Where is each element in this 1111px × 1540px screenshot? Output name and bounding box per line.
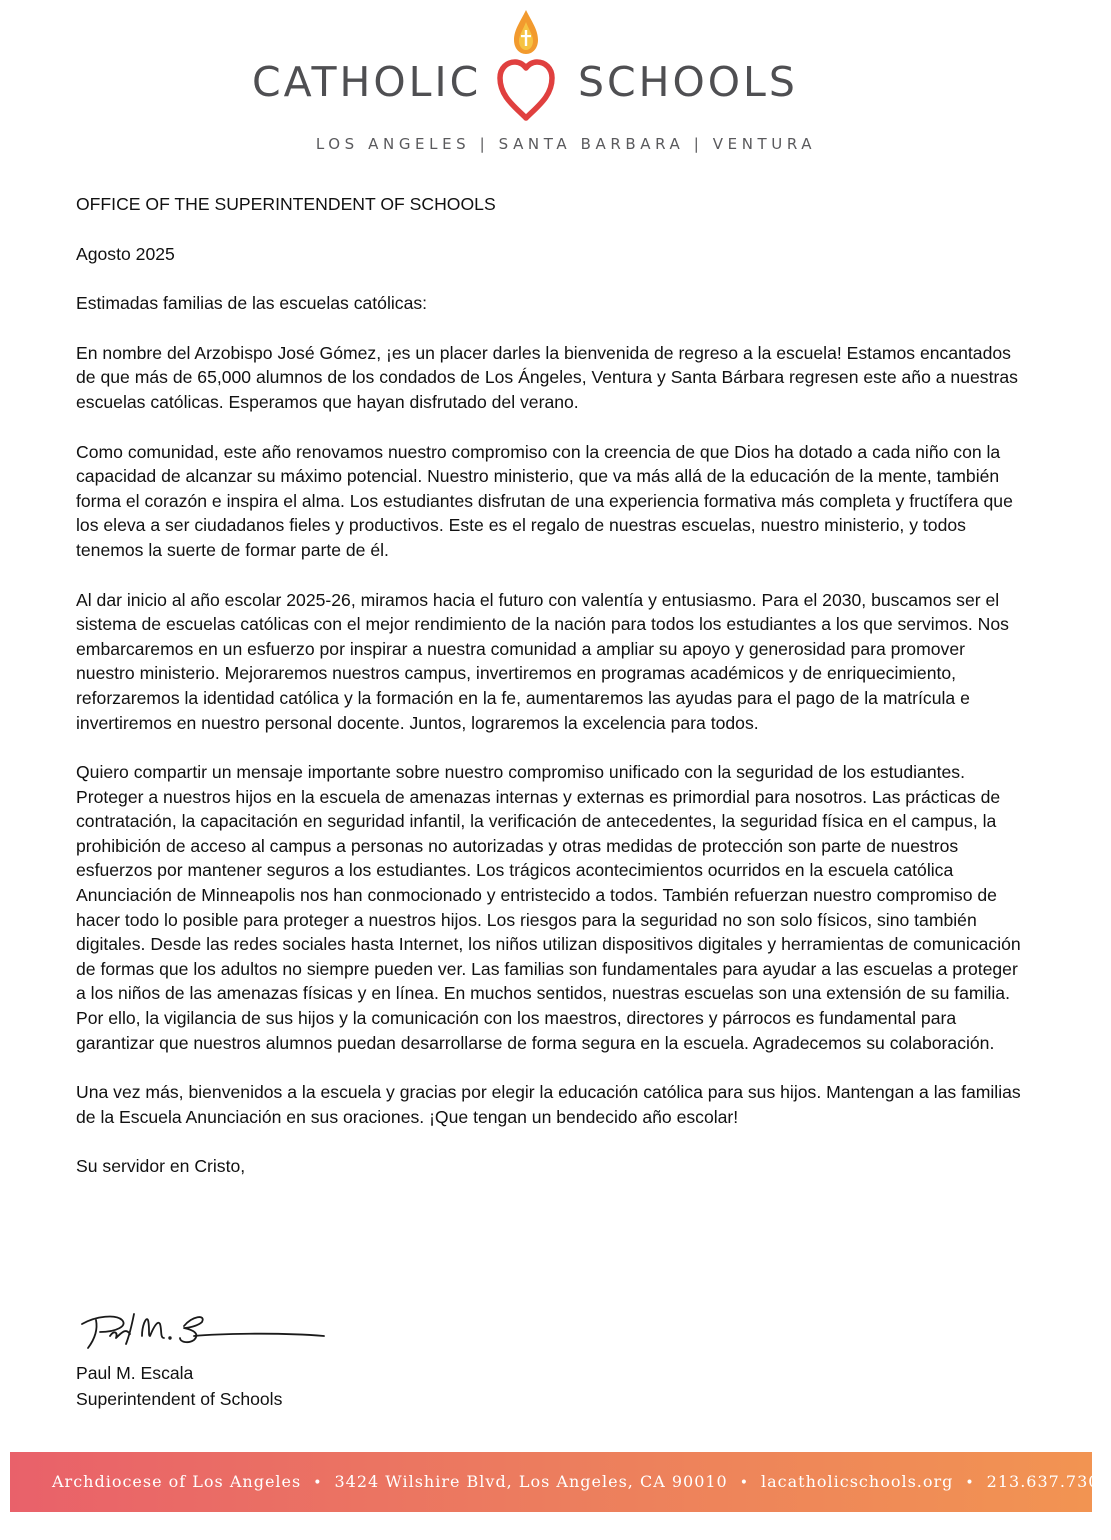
signer-block xyxy=(76,1360,282,1412)
heart-flame-logo-icon xyxy=(494,6,558,124)
footer-separator: • xyxy=(313,1475,323,1491)
signer-title: Superintendent of Schools xyxy=(76,1389,283,1409)
signer-name: Paul M. Escala xyxy=(76,1363,194,1383)
letter-date: Agosto 2025 xyxy=(76,243,175,264)
footer-phone: 213.637.7300 xyxy=(986,1472,1111,1491)
signature-image xyxy=(76,1306,336,1356)
footer-org: Archdiocese of Los Angeles xyxy=(52,1472,302,1491)
footer-address: 3424 Wilshire Blvd, Los Angeles, CA 90010 xyxy=(334,1472,728,1491)
paragraph-school-year: Al dar inicio al año escolar 2025-26, miramos hacia el futuro con valentía y entusiasmo. Para el 2030, buscamos ser el sistema de escuelas católicas con el mejor rendimiento de la nación para todos los estudiantes a los que servimos. Nos embarcaremos en un esfuerzo por inspirar a nuestra comunidad a ampliar su apoyo y generosidad para promover nuestro ministerio. Mejoraremos nuestros campus, invertiremos en programas académicos y de enriquecimiento, reforzaremos la identidad católica y la formación en la fe, aumentaremos las ayudas para el pago de la matrícula e invertiremos en nuestro personal docente. Juntos, lograremos la excelencia para todos. xyxy=(76,589,1009,733)
footer-bar xyxy=(10,1452,1111,1512)
valediction: Su servidor en Cristo, xyxy=(76,1156,246,1177)
logo-regions: LOS ANGELES | SANTA BARBARA | VENTURA xyxy=(315,135,817,153)
footer-separator: • xyxy=(739,1475,749,1491)
paragraph-closing: Una vez más, bienvenidos a la escuela y gracias por elegir la educación católica para sus hijos. Mantengan a las familias de la Escuela Anunciación en sus oraciones. ¡Que tengan un bendecido año escolar! xyxy=(76,1082,1021,1127)
letterhead xyxy=(0,0,1094,165)
paragraph-community: Como comunidad, este año renovamos nuestro compromiso con la creencia de que Dios ha dotado a cada niño con la capacidad de alcanzar su máximo potencial. Nuestro ministerio, que va más allá de la educación de la mente, también forma el corazón e inspira el alma. Los estudiantes disfrutan de una experiencia formativa más completa y fructífera que los eleva a ser ciudadanos fieles y productivos. Este es el regalo de nuestras escuelas, nuestro ministerio, y todos tenemos la suerte de formar parte de él. xyxy=(76,441,1013,560)
footer-website-link[interactable]: lacatholicschools.org xyxy=(761,1472,954,1491)
letter-body xyxy=(76,192,1026,1204)
paragraph-safety: Quiero compartir un mensaje importante sobre nuestro compromiso unificado con la seguridad de los estudiantes. Proteger a nuestros hijos en la escuela de amenazas internas y externas es primordial para nosotros. Las prácticas de contratación, la capacitación en seguridad infantil, la verificación de antecedentes, la seguridad física en el campus, la prohibición de acceso al campus a personas no autorizadas y otras medidas de protección son parte de nuestros esfuerzos por mantener seguros a los estudiantes. Los trágicos acontecimientos ocurridos en la escuela católica Anunciación de Minneapolis nos han conmocionado y entristecido a todos. También refuerzan nuestro compromiso de hacer todo lo posible para proteger a nuestros hijos. Los riesgos para la seguridad no son solo físicos, sino también digitales. Desde las redes sociales hasta Internet, los niños utilizan dispositivos digitales y herramientas de comunicación de formas que los adultos no siempre pueden ver. Las familias son fundamentales para ayudar a las escuelas a proteger a los niños de las amenazas físicas y en línea. En muchos sentidos, nuestras escuelas son una extensión de su familia. Por ello, la vigilancia de sus hijos y la comunicación con los maestros, directores y párrocos es fundamental para garantizar que nuestros alumnos puedan desarrollarse de forma segura en la escuela. Agradecemos su colaboración. xyxy=(76,762,1021,1053)
salutation: Estimadas familias de las escuelas católicas: xyxy=(76,293,428,314)
office-heading: OFFICE OF THE SUPERINTENDENT OF SCHOOLS xyxy=(76,194,496,214)
logo-text-catholic: CATHOLIC xyxy=(252,58,482,106)
logo-text-schools: SCHOOLS xyxy=(578,58,798,106)
paragraph-welcome: En nombre del Arzobispo José Gómez, ¡es un placer darles la bienvenida de regreso a la escuela! Estamos encantados de que más de 65,000 alumnos de los condados de Los Ángeles, Ventura y Santa Bárbara regresen este año a nuestras escuelas católicas. Esperamos que hayan disfrutado del verano. xyxy=(76,342,1018,412)
footer-separator: • xyxy=(965,1475,975,1491)
